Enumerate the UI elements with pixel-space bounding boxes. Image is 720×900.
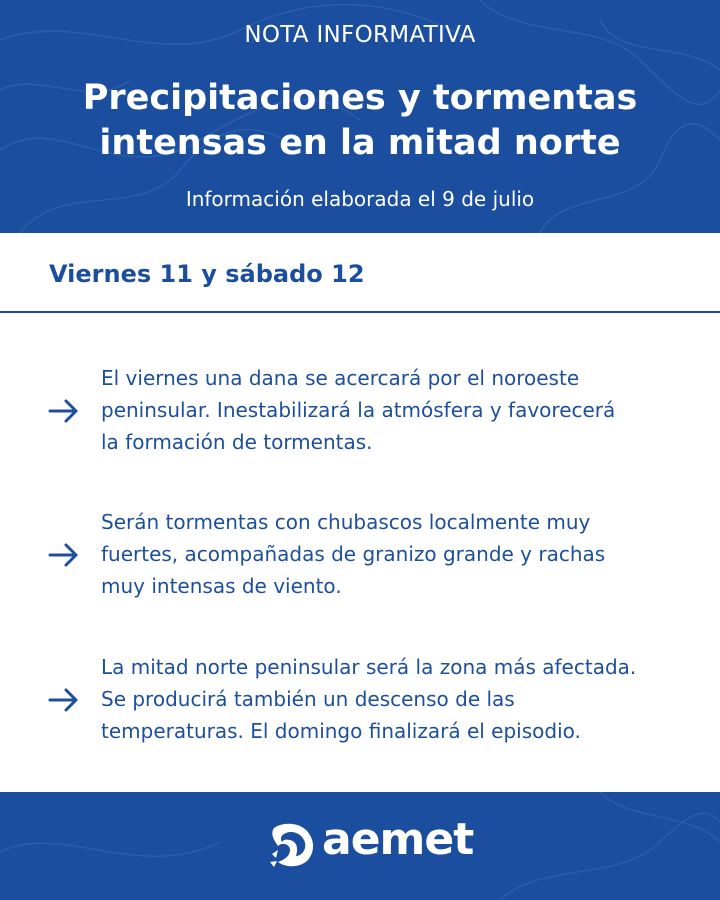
text-line: la formación de tormentas. bbox=[101, 430, 373, 454]
text-line: Serán tormentas con chubascos localmente muy bbox=[101, 510, 591, 534]
arrow-right-icon bbox=[48, 398, 80, 424]
text-line: temperaturas. El domingo finalizará el episodio. bbox=[101, 719, 581, 743]
text-line: La mitad norte peninsular será la zona más afectada. bbox=[101, 655, 637, 679]
note-kicker: NOTA INFORMATIVA bbox=[244, 22, 476, 48]
title-line-1: Precipitaciones y tormentas bbox=[82, 78, 638, 118]
text-line: fuertes, acompañadas de granizo grande y rachas bbox=[101, 542, 606, 566]
day-section-header bbox=[0, 233, 720, 313]
arrow-right-icon bbox=[48, 542, 80, 568]
header-banner bbox=[0, 0, 720, 233]
forecast-point-text bbox=[101, 362, 701, 458]
elaboration-date: Información elaborada el 9 de julio bbox=[185, 187, 535, 211]
aemet-logo-text: aemet bbox=[322, 814, 474, 865]
forecast-point-3 bbox=[0, 651, 720, 751]
forecast-point-text bbox=[101, 651, 701, 747]
title-line-2: intensas en la mitad norte bbox=[99, 123, 621, 163]
aemet-logo-icon bbox=[268, 820, 320, 870]
page-title bbox=[0, 76, 720, 166]
day-title: Viernes 11 y sábado 12 bbox=[49, 260, 365, 288]
forecast-point-text bbox=[101, 506, 701, 602]
forecast-point-1 bbox=[0, 362, 720, 462]
text-line: El viernes una dana se acercará por el noroeste bbox=[101, 366, 580, 390]
forecast-point-2 bbox=[0, 506, 720, 606]
arrow-right-icon bbox=[48, 687, 80, 713]
footer-banner bbox=[0, 792, 720, 900]
text-line: peninsular. Inestabilizará la atmósfera y favorecerá bbox=[101, 398, 616, 422]
text-line: muy intensas de viento. bbox=[101, 574, 342, 598]
text-line: Se producirá también un descenso de las bbox=[101, 687, 515, 711]
